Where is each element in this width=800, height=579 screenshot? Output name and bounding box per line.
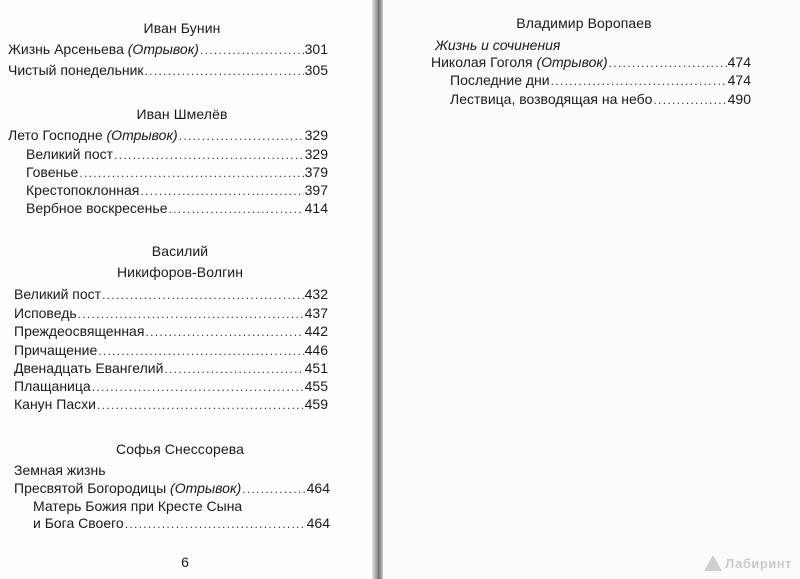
- dot-leader: [653, 91, 726, 109]
- author-heading: Иван Бунин: [143, 20, 221, 36]
- toc-entry[interactable]: [450, 71, 751, 89]
- dot-leader: [114, 146, 304, 164]
- toc-entry[interactable]: [14, 395, 328, 413]
- page-number: 6: [181, 554, 189, 570]
- entry-page: 379: [304, 164, 328, 180]
- entry-title: Николая Гоголя (Отрывок): [431, 54, 608, 70]
- entry-page: 490: [727, 91, 751, 107]
- entry-title: Двенадцать Евангелий: [14, 360, 164, 376]
- dot-leader: [145, 323, 303, 341]
- work-title-line: Жизнь и сочинения: [435, 37, 561, 53]
- entry-title: Говенье: [26, 164, 79, 180]
- entry-page: 305: [304, 62, 328, 78]
- entry-title: Исповедь: [14, 305, 77, 321]
- toc-entry[interactable]: [8, 40, 328, 58]
- author-heading-line-1: Василий: [151, 243, 209, 259]
- entry-title: Крестопоклонная: [26, 182, 140, 198]
- author-heading: Иван Шмелёв: [136, 106, 228, 122]
- toc-entry[interactable]: [450, 90, 751, 108]
- entry-page: 451: [304, 360, 328, 376]
- entry-page: 397: [304, 182, 328, 198]
- dot-leader: [168, 200, 303, 218]
- dot-leader: [179, 127, 304, 145]
- entry-page: 414: [304, 200, 328, 216]
- dot-leader: [200, 41, 304, 59]
- entry-page: 442: [304, 323, 328, 339]
- entry-title: Канун Пасхи: [14, 396, 96, 412]
- entry-page: 437: [304, 305, 328, 321]
- toc-entry[interactable]: [8, 61, 328, 79]
- book-gutter: [372, 0, 383, 579]
- dot-leader: [551, 72, 727, 90]
- dot-leader: [164, 360, 303, 378]
- entry-page: 474: [727, 54, 751, 70]
- labirint-logo-icon: [704, 555, 722, 571]
- sub-entry-line: Матерь Божия при Кресте Сына: [33, 498, 243, 514]
- toc-entry[interactable]: [14, 322, 328, 340]
- dot-leader: [145, 62, 304, 80]
- entry-page: 464: [306, 515, 330, 531]
- dot-leader: [609, 54, 727, 72]
- toc-entry[interactable]: [431, 53, 751, 71]
- toc-entry[interactable]: [14, 304, 328, 322]
- entry-title: Последние дни: [450, 72, 550, 88]
- work-title-line: Земная жизнь: [14, 462, 106, 478]
- toc-entry[interactable]: [26, 199, 328, 217]
- entry-page: 329: [304, 127, 328, 143]
- toc-entry[interactable]: [14, 285, 328, 303]
- dot-leader: [242, 480, 305, 498]
- dot-leader: [125, 515, 306, 533]
- dot-leader: [102, 286, 304, 304]
- entry-title: и Бога Своего: [33, 515, 124, 531]
- dot-leader: [92, 378, 304, 396]
- toc-entry[interactable]: [14, 479, 330, 497]
- author-heading-line-2: Никифоров-Волгин: [116, 264, 244, 280]
- entry-page: 432: [304, 286, 328, 302]
- entry-title: Причащение: [14, 342, 98, 358]
- toc-entry[interactable]: [14, 341, 328, 359]
- toc-entry[interactable]: [14, 359, 328, 377]
- entry-title: Жизнь Арсеньева (Отрывок): [8, 41, 199, 57]
- entry-title: Вербное воскресенье: [26, 200, 168, 216]
- entry-title: Чистый понедельник: [8, 62, 144, 78]
- entry-title: Плащаница: [14, 378, 91, 394]
- entry-title: Великий пост: [14, 286, 102, 302]
- right-page: [383, 0, 800, 579]
- dot-leader: [78, 305, 304, 323]
- entry-title: Лето Господне (Отрывок): [8, 127, 178, 143]
- toc-entry[interactable]: [26, 163, 328, 181]
- entry-page: 301: [304, 41, 328, 57]
- entry-page: 464: [306, 480, 330, 496]
- left-page: [0, 0, 372, 579]
- toc-entry[interactable]: [33, 514, 330, 532]
- entry-page: 446: [304, 342, 328, 358]
- author-heading: Софья Снессорева: [116, 441, 244, 457]
- dot-leader: [97, 396, 304, 414]
- entry-title: Великий пост: [26, 146, 114, 162]
- author-heading: Владимир Воропаев: [516, 15, 652, 31]
- entry-title: Преждеосвященная: [14, 323, 145, 339]
- entry-page: 455: [304, 378, 328, 394]
- dot-leader: [98, 342, 303, 360]
- entry-page: 329: [304, 146, 328, 162]
- entry-title: Пресвятой Богородицы (Отрывок): [14, 480, 242, 496]
- watermark-text: Лабиринт: [725, 555, 792, 571]
- toc-entry[interactable]: [14, 377, 328, 395]
- dot-leader: [140, 182, 303, 200]
- entry-page: 459: [304, 396, 328, 412]
- entry-page: 474: [727, 72, 751, 88]
- toc-entry[interactable]: [26, 145, 328, 163]
- toc-entry[interactable]: [8, 126, 328, 144]
- toc-entry[interactable]: [26, 181, 328, 199]
- labirint-watermark: [704, 555, 792, 571]
- dot-leader: [79, 164, 303, 182]
- entry-title: Лествица, возводящая на небо: [450, 91, 653, 107]
